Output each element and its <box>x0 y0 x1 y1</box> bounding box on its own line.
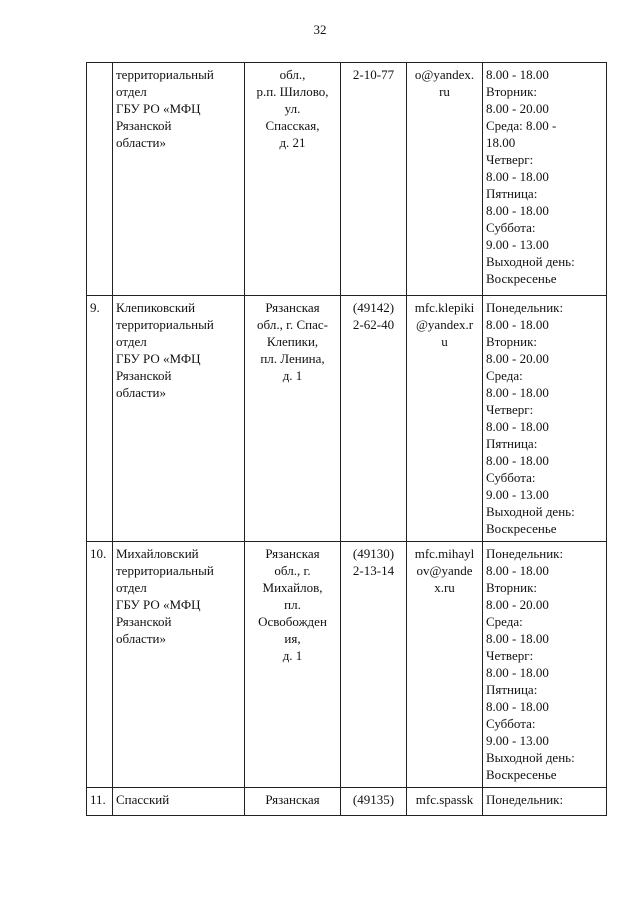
office-phone: 2-10-77 <box>341 63 407 296</box>
office-directory-table <box>86 62 607 816</box>
page-number: 32 <box>313 22 327 37</box>
row-number: 11. <box>87 788 113 816</box>
office-name: Спасский <box>113 788 245 816</box>
office-address: Рязанская обл., г. Михайлов, пл. Освобожден ия, д. 1 <box>245 542 341 788</box>
table-row <box>87 788 607 816</box>
office-phone: (49130) 2-13-14 <box>341 542 407 788</box>
office-address: Рязанская <box>245 788 341 816</box>
office-phone: (49142) 2-62-40 <box>341 296 407 542</box>
office-email: mfc.klepiki @yandex.r u <box>407 296 483 542</box>
office-name: Клепиковский территориальный отдел ГБУ РО «МФЦ Рязанской области» <box>113 296 245 542</box>
office-hours: Понедельник: 8.00 - 18.00 Вторник: 8.00 - 20.00 Среда: 8.00 - 18.00 Четверг: 8.00 - 18.00 Пятница: 8.00 - 18.00 Суббота: 9.00 - 13.00 Выходной день: Воскресенье <box>483 542 607 788</box>
row-number <box>87 63 113 296</box>
office-hours: Понедельник: <box>483 788 607 816</box>
office-name: территориальный отдел ГБУ РО «МФЦ Рязанской области» <box>113 63 245 296</box>
row-number: 10. <box>87 542 113 788</box>
office-email: mfc.mihayl ov@yande x.ru <box>407 542 483 788</box>
office-phone: (49135) <box>341 788 407 816</box>
office-name: Михайловский территориальный отдел ГБУ РО «МФЦ Рязанской области» <box>113 542 245 788</box>
table-row <box>87 63 607 296</box>
office-hours: Понедельник: 8.00 - 18.00 Вторник: 8.00 - 20.00 Среда: 8.00 - 18.00 Четверг: 8.00 - 18.00 Пятница: 8.00 - 18.00 Суббота: 9.00 - 13.00 Выходной день: Воскресенье <box>483 296 607 542</box>
office-hours: 8.00 - 18.00 Вторник: 8.00 - 20.00 Среда: 8.00 - 18.00 Четверг: 8.00 - 18.00 Пятница: 8.00 - 18.00 Суббота: 9.00 - 13.00 Выходной день: Воскресенье <box>483 63 607 296</box>
office-email: mfc.spassk <box>407 788 483 816</box>
row-number: 9. <box>87 296 113 542</box>
table-row <box>87 296 607 542</box>
office-address: обл., р.п. Шилово, ул. Спасская, д. 21 <box>245 63 341 296</box>
table-row <box>87 542 607 788</box>
office-email: o@yandex. ru <box>407 63 483 296</box>
office-address: Рязанская обл., г. Спас- Клепики, пл. Ленина, д. 1 <box>245 296 341 542</box>
